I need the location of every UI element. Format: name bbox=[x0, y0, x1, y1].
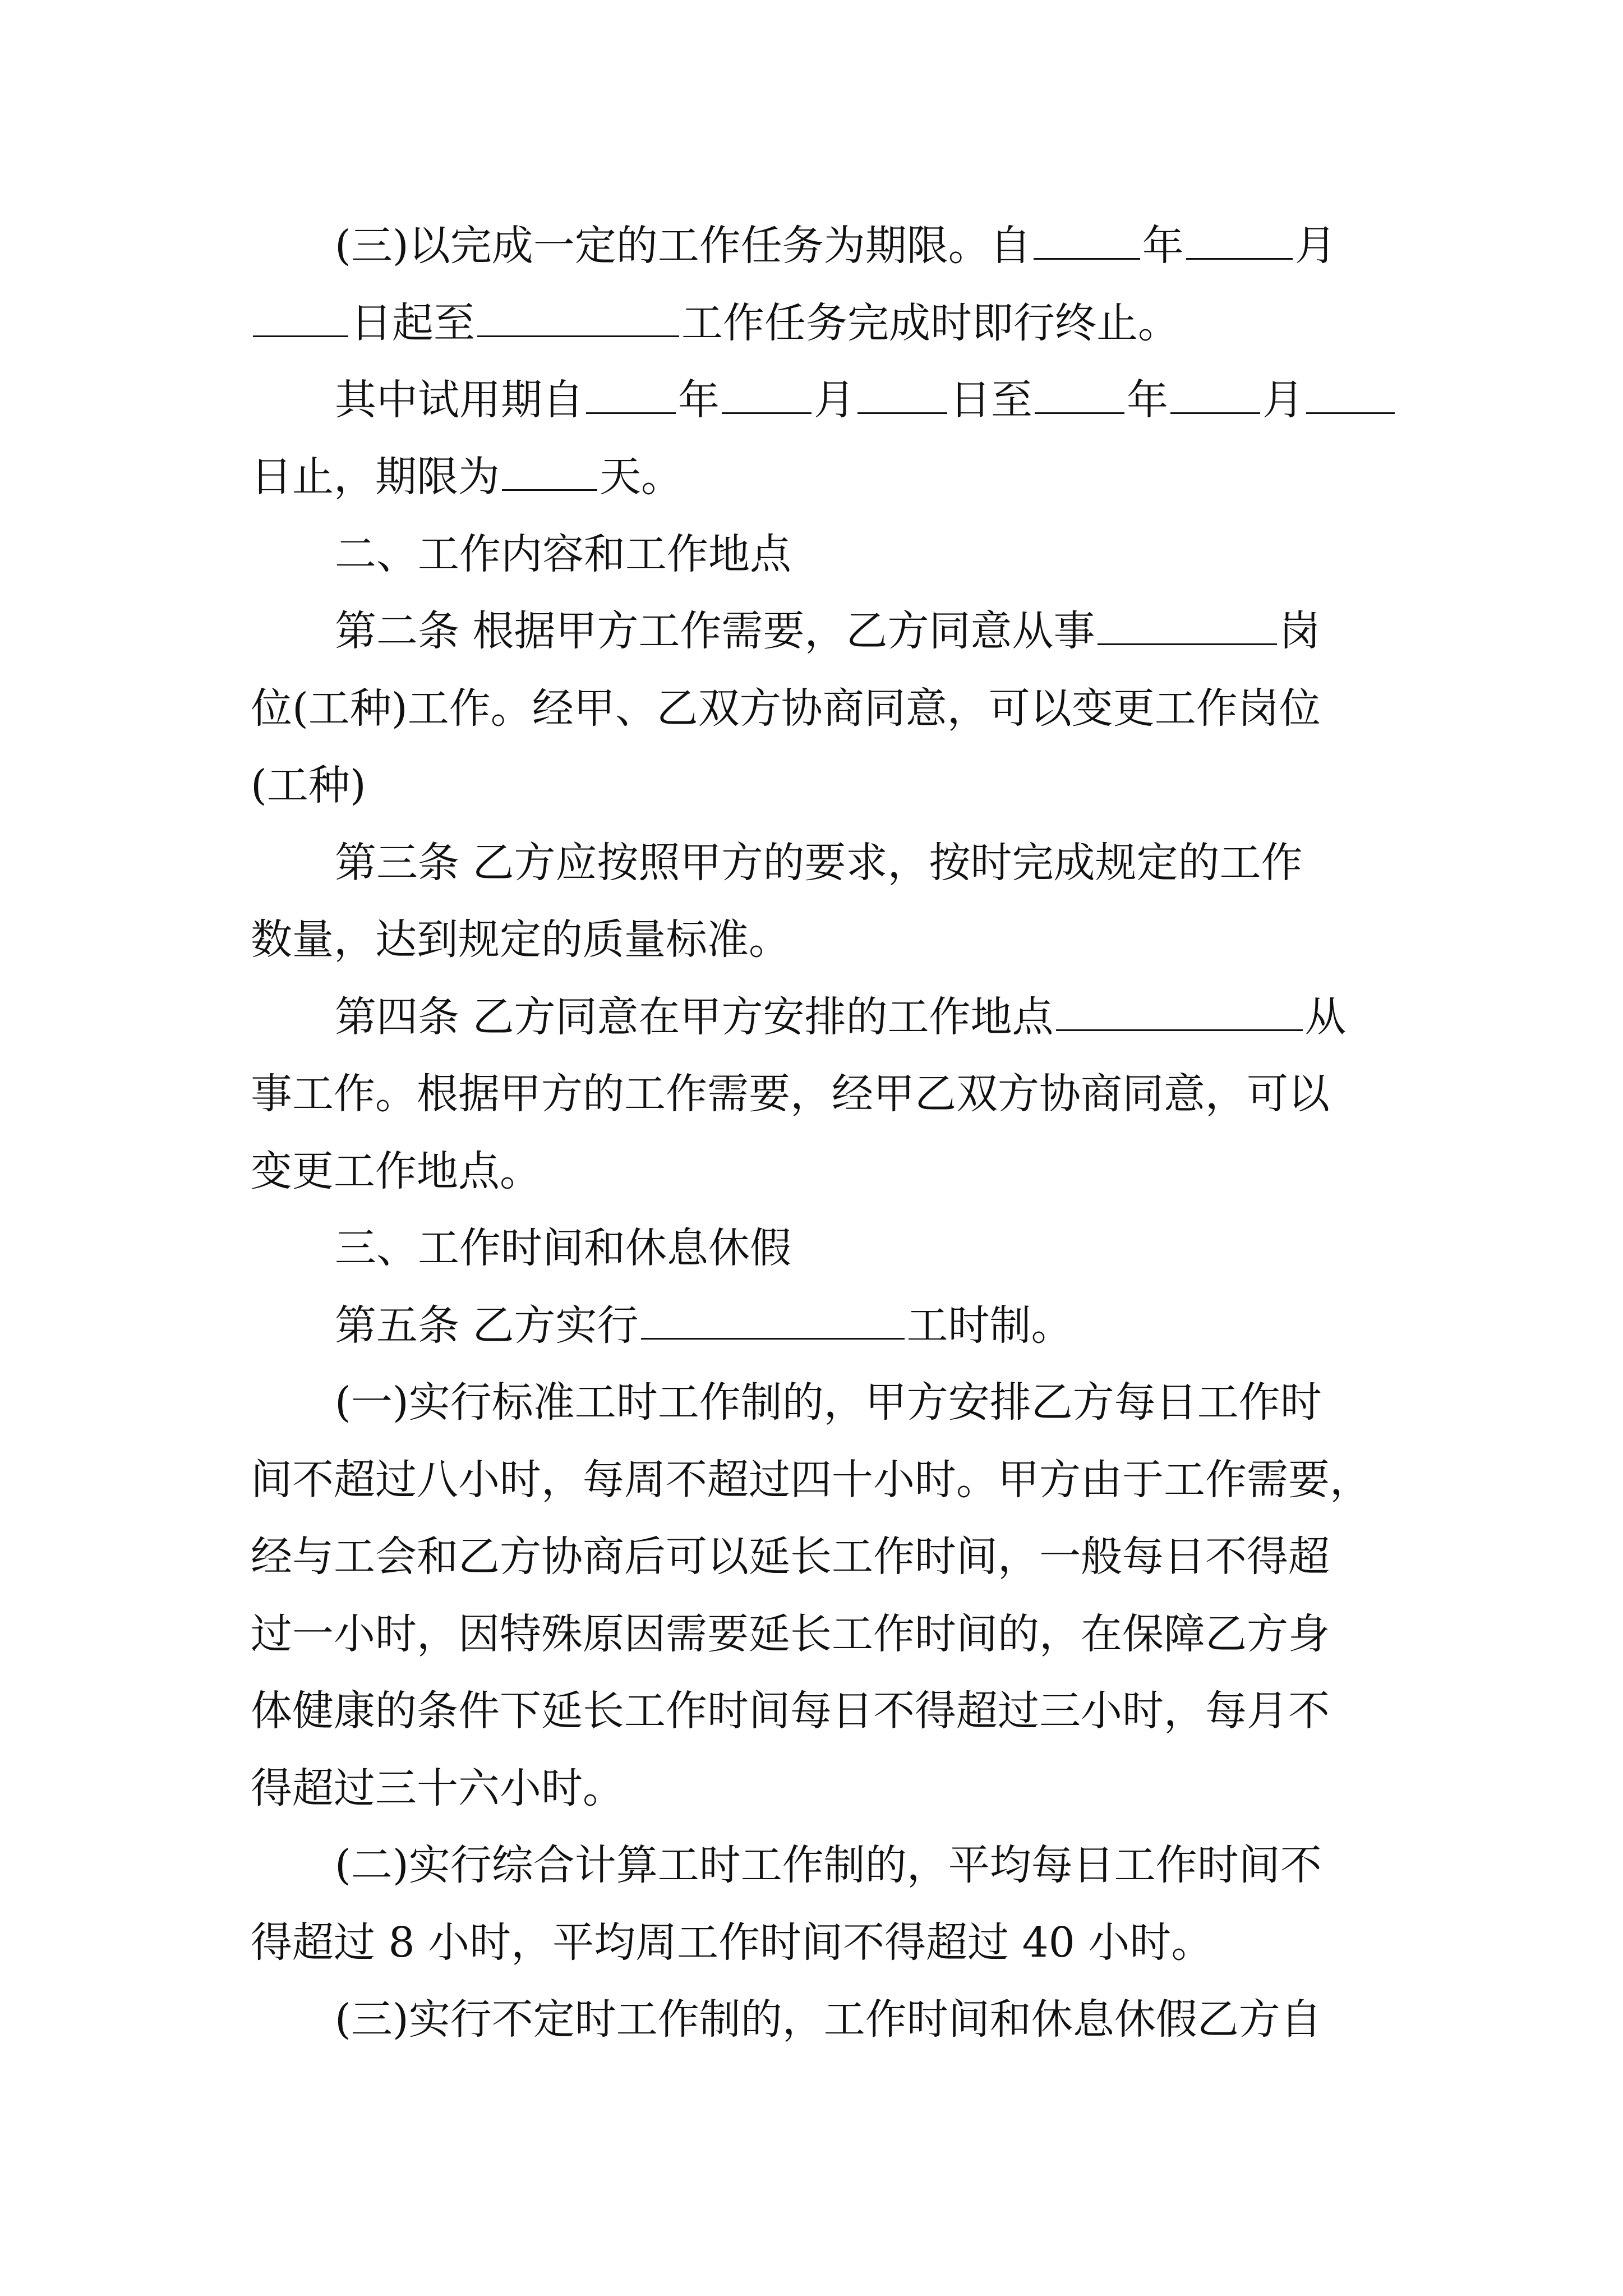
blank-field-day bbox=[253, 296, 348, 337]
text-segment: 事工作。根据甲方的工作需要，经甲乙双方协商同意，可以 bbox=[251, 1070, 1330, 1118]
text-segment: 年 bbox=[1142, 222, 1184, 270]
blank-field-year bbox=[1034, 219, 1140, 260]
text-segment: 过一小时，因特殊原因需要延长工作时间的，在保障乙方身 bbox=[251, 1610, 1330, 1658]
paragraph-line bbox=[251, 1596, 1395, 1673]
paragraph-line bbox=[251, 901, 1395, 978]
text-segment: 三、工作时间和休息休假 bbox=[335, 1224, 791, 1272]
blank-field-hours-system bbox=[641, 1299, 905, 1340]
text-segment: 年 bbox=[678, 376, 720, 424]
paragraph-line bbox=[335, 1981, 1395, 2058]
text-segment: 间不超过八小时，每周不超过四十小时。甲方由于工作需要， bbox=[251, 1456, 1371, 1504]
paragraph-line bbox=[251, 1673, 1395, 1750]
text-segment: (工种) bbox=[251, 761, 366, 809]
blank-field-location bbox=[1056, 990, 1303, 1031]
paragraph-line bbox=[251, 1519, 1395, 1595]
text-segment: 月 bbox=[1294, 222, 1336, 270]
text-segment: 天。 bbox=[600, 453, 683, 501]
blank-field-position bbox=[1098, 604, 1277, 645]
section-heading bbox=[335, 516, 1395, 593]
paragraph-line bbox=[251, 285, 1395, 362]
paragraph-line bbox=[335, 1827, 1395, 1904]
paragraph-line bbox=[335, 593, 1395, 670]
text-segment: 二、工作内容和工作地点 bbox=[335, 530, 791, 578]
blank-field-month bbox=[1186, 219, 1293, 260]
text-segment: 数量，达到规定的质量标准。 bbox=[251, 915, 790, 964]
text-segment: 位(工种)工作。经甲、乙双方协商同意，可以变更工作岗位 bbox=[251, 684, 1321, 733]
text-segment: (一)实行标准工时工作制的，甲方安排乙方每日工作时 bbox=[335, 1378, 1322, 1427]
paragraph-line bbox=[251, 747, 1395, 824]
paragraph-line bbox=[335, 825, 1395, 901]
paragraph-line bbox=[335, 208, 1395, 284]
blank-field-days bbox=[502, 450, 597, 491]
paragraph-line bbox=[251, 670, 1395, 747]
text-segment: 工作任务完成时即行终止。 bbox=[681, 299, 1179, 347]
text-segment: 日起至 bbox=[351, 299, 475, 347]
text-segment: 第三条 乙方应按照甲方的要求，按时完成规定的工作 bbox=[335, 839, 1303, 887]
text-segment: 第二条 根据甲方工作需要，乙方同意从事 bbox=[335, 607, 1095, 655]
blank-field-year bbox=[1035, 373, 1124, 414]
paragraph-line bbox=[251, 1056, 1395, 1133]
text-segment: 日至 bbox=[949, 376, 1032, 424]
blank-field-year bbox=[586, 373, 676, 414]
blank-field-day bbox=[1306, 373, 1395, 414]
text-segment: 其中试用期自 bbox=[335, 376, 584, 424]
text-segment: 第四条 乙方同意在甲方安排的工作地点 bbox=[335, 993, 1054, 1041]
paragraph-line bbox=[335, 362, 1395, 439]
blank-field-day bbox=[857, 373, 947, 414]
text-segment: 从 bbox=[1304, 993, 1347, 1041]
text-segment: 日止，期限为 bbox=[251, 453, 500, 501]
paragraph-line bbox=[251, 1904, 1395, 1981]
blank-field-month bbox=[1170, 373, 1260, 414]
blank-field-task bbox=[477, 296, 679, 337]
text-segment: 月 bbox=[1262, 376, 1304, 424]
paragraph-line bbox=[335, 979, 1395, 1056]
paragraph-line bbox=[251, 1133, 1395, 1210]
paragraph-line bbox=[251, 1442, 1395, 1519]
text-segment: 变更工作地点。 bbox=[251, 1147, 541, 1195]
text-segment: 第五条 乙方实行 bbox=[335, 1301, 639, 1350]
paragraph-line bbox=[335, 1287, 1395, 1364]
text-segment: 年 bbox=[1127, 376, 1168, 424]
paragraph-line bbox=[251, 1750, 1395, 1827]
text-segment: 体健康的条件下延长工作时间每日不得超过三小时，每月不 bbox=[251, 1687, 1330, 1735]
text-segment: 月 bbox=[814, 376, 855, 424]
blank-field-month bbox=[722, 373, 811, 414]
paragraph-line bbox=[251, 439, 1395, 516]
text-segment: 得超过三十六小时。 bbox=[251, 1764, 624, 1812]
paragraph-line bbox=[335, 1364, 1395, 1441]
text-segment: 经与工会和乙方协商后可以延长工作时间，一般每日不得超 bbox=[251, 1533, 1330, 1581]
text-segment: 岗 bbox=[1279, 607, 1321, 655]
text-segment: (二)实行综合计算工时工作制的，平均每日工作时间不 bbox=[335, 1841, 1322, 1889]
text-segment: 得超过 8 小时，平均周工作时间不得超过 40 小时。 bbox=[251, 1918, 1213, 1967]
text-segment: 工时制。 bbox=[906, 1301, 1073, 1350]
text-segment: (三)实行不定时工作制的，工作时间和休息休假乙方自 bbox=[335, 1995, 1322, 2044]
text-segment: (三)以完成一定的工作任务为期限。自 bbox=[335, 222, 1031, 270]
section-heading bbox=[335, 1210, 1395, 1287]
